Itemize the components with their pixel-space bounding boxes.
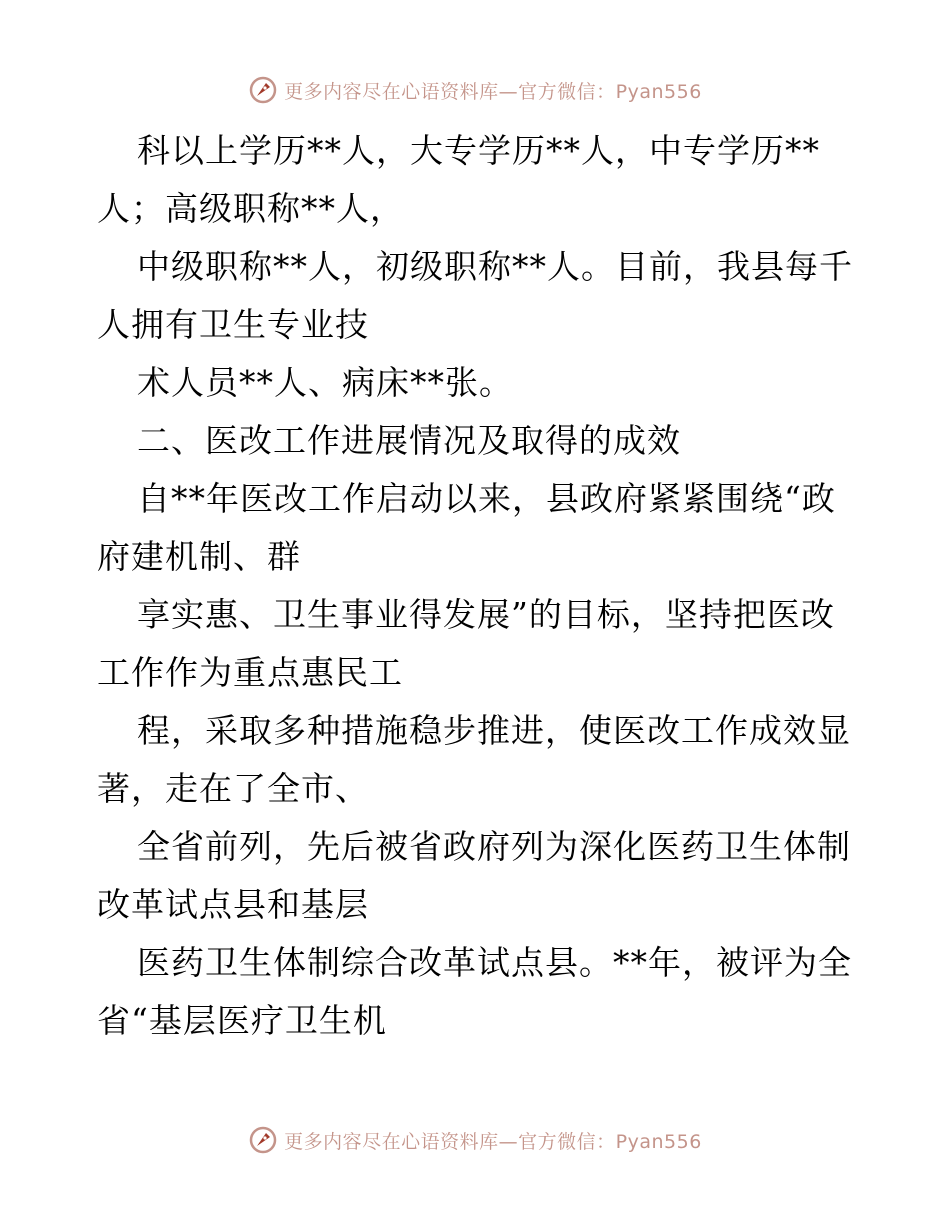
paragraph — [97, 586, 857, 702]
paragraph-first-line: 全省前列，先后被省政府列为深化医药卫生体制 — [137, 827, 851, 866]
paragraph-continuation: 人；高级职称**人， — [97, 189, 404, 228]
paragraph-first-line: 自**年医改工作启动以来，县政府紧紧围绕“政 — [137, 479, 836, 518]
paragraph-first-line: 程，采取多种措施稳步推进，使医改工作成效显 — [137, 711, 851, 750]
paragraph-continuation: 省“基层医疗卫生机 — [97, 1001, 387, 1040]
paragraph — [97, 818, 857, 934]
paragraph — [97, 122, 857, 238]
pen-nib-icon — [248, 1125, 278, 1155]
section-heading — [97, 412, 857, 470]
footer-watermark — [0, 1120, 950, 1160]
paragraph-first-line: 医药卫生体制综合改革试点县。**年，被评为全 — [137, 943, 852, 982]
paragraph-continuation: 府建机制、群 — [97, 537, 301, 576]
paragraph-continuation: 工作作为重点惠民工 — [97, 653, 403, 692]
watermark-text: 更多内容尽在心语资料库—官方微信：Pyan556 — [284, 80, 702, 103]
paragraph — [97, 934, 857, 1050]
paragraph-continuation: 著，走在了全市、 — [97, 769, 369, 808]
paragraph — [97, 238, 857, 354]
header-watermark — [0, 70, 950, 110]
paragraph-first-line: 享实惠、卫生事业得发展”的目标，坚持把医改 — [137, 595, 835, 634]
pen-nib-icon — [248, 75, 278, 105]
paragraph — [97, 702, 857, 818]
paragraph-first-line: 术人员**人、病床**张。 — [137, 363, 513, 402]
paragraph — [97, 354, 857, 412]
watermark-text: 更多内容尽在心语资料库—官方微信：Pyan556 — [284, 1130, 702, 1153]
paragraph — [97, 470, 857, 586]
document-body — [97, 122, 857, 1050]
section-heading-text: 二、医改工作进展情况及取得的成效 — [137, 421, 681, 460]
paragraph-first-line: 中级职称**人，初级职称**人。目前，我县每千 — [137, 247, 853, 286]
paragraph-continuation: 人拥有卫生专业技 — [97, 305, 369, 344]
paragraph-first-line: 科以上学历**人，大专学历**人，中专学历** — [137, 131, 820, 170]
paragraph-continuation: 改革试点县和基层 — [97, 885, 369, 924]
